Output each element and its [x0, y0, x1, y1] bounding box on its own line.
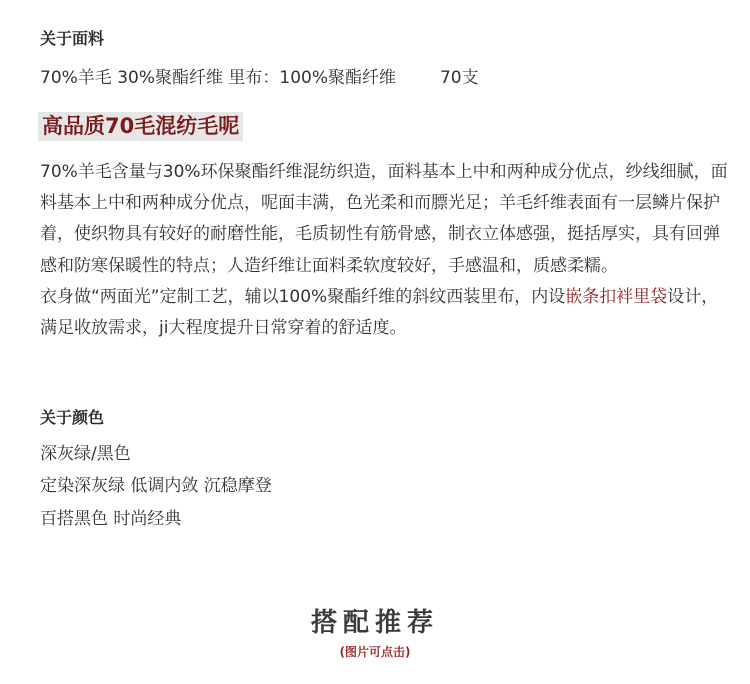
color-heading: 关于颜色 — [40, 408, 105, 427]
description-paragraph-2 — [40, 282, 730, 344]
pocket-detail-highlight: 嵌条扣袢里袋 — [565, 286, 668, 307]
fabric-yarn-count: 70支 — [439, 68, 479, 88]
color-line-variants: 深灰绿/黑色 — [40, 444, 131, 464]
fabric-composition-line — [40, 63, 479, 88]
quality-headline: 高品质70毛混纺毛呢 — [38, 112, 243, 141]
paragraph-2-text-after: 设计，满足收放需求，ji大程度提升日常穿着的舒适度。 — [40, 286, 719, 339]
description-paragraph-1: 70%羊毛含量与30%环保聚酯纤维混纺织造，面料基本上中和两种成分优点，纱线细腻，面料基本上中和两种成分优点，呢面丰满，色光柔和而膘光足；羊毛纤维表面有一层鳞片保护着，使织物具有较好的耐磨性能，毛质韧性有筋骨感，制衣立体感强，挺括厚实，具有回弹感和防寒保暖性的特点；人造纤维让面料柔软度较好，手感温和，质感柔糯。 — [40, 162, 728, 276]
color-line-black: 百搭黑色 时尚经典 — [40, 509, 182, 529]
fabric-heading: 关于面料 — [40, 29, 105, 48]
fabric-description — [40, 157, 730, 344]
recommend-title: 搭配推荐 — [310, 608, 439, 638]
color-line-dark-green: 定染深灰绿 低调内敛 沉稳摩登 — [40, 476, 272, 496]
fabric-composition: 70%羊毛 30%聚酯纤维 里布：100%聚酯纤维 — [40, 68, 396, 88]
paragraph-2-text-before: 衣身做“两面光”定制工艺，辅以100%聚酯纤维的斜纹西装里布，内设 — [40, 286, 566, 307]
recommend-subtitle: (图片可点击) — [339, 645, 411, 659]
